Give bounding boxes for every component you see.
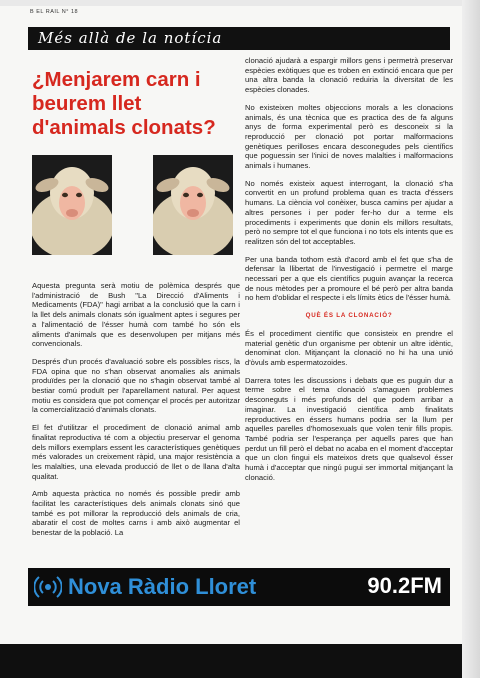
- paragraph: Aquesta pregunta serà motiu de polèmica després que l'administració de Bush "La Direcció d'Aliments i Medicaments (FDA)" hagi arribat a la conclusió que la carn i la llet dels animals clonats són igualment aptes i segures per a l'alimentació de l'ésser humà com també ho són els aliments d'animals que es desenvolupen per mitjans més convencionals.: [32, 281, 240, 349]
- paragraph: No existeixen moltes objeccions morals a les clonacions animals, és una tècnica que es practica des de fa alguns anys de forma experimental però es desconeix si la reproducció per clonació pot portar malformacions genètiques perilloses encara desconegudes pels científics que poguessin ser l'inici de noves malalties i malformacions animals i humanes.: [245, 102, 453, 171]
- paragraph: clonació ajudarà a espargir millors gens i permetrà preservar espècies exòtiques que es troben en extinció encara que per una altra banda la clonació reduiria la diversitat de les espècies clonades.: [245, 56, 453, 95]
- paragraph: Amb aquesta pràctica no només és possible predir amb facilitat les característiques dels animals clonats sinó que també es pot millorar la reproducció dels animals de cria, abaratir el cost de moltes carns i amb això augmentar el benestar de la població. La: [32, 489, 240, 538]
- left-column: [32, 281, 240, 546]
- section-banner: [28, 27, 450, 50]
- station-name: Nova Ràdio Lloret: [68, 574, 257, 599]
- sheep-photo-right: [153, 155, 233, 255]
- paragraph: És el procediment científic que consisteix en prendre el material genètic d'un organisme per obtenir un altre idèntic, denominat clon. Mitjançant la clonació no hi ha una unió d'òvuls amb espermatozoides.: [245, 328, 453, 367]
- station-frequency: 90.2FM: [367, 573, 442, 598]
- bottom-edge: [0, 644, 480, 678]
- page-edge: [462, 0, 480, 678]
- running-header: B EL RAIL N° 18: [30, 9, 79, 15]
- radio-advertisement[interactable]: [28, 568, 450, 606]
- right-column: [245, 56, 453, 490]
- paragraph: El fet d'utilitzar el procediment de clonació animal amb finalitat reproductiva té com a objectiu preservar el genoma dels millors exemplars essent les característiques genètiques més valorades un creixement ràpid, una major resistència a les malalties, una elevada producció de llet o de llana d'alta qualitat.: [32, 423, 240, 481]
- radio-waves-icon: [34, 574, 62, 600]
- paragraph: Darrera totes les discussions i debats que es puguin dur a terme sobre el tema clonació s'amaguen problemes desconeguts i més profunds del que podem arribar a imaginar. La investigació científica amb finalitats reproductives en éssers humans podria ser la llum per aquelles parelles d'homosexuals que volen tenir fills propis. També podria ser l'esperança per aquells pares que han perdut un fill però el debat no acaba en el moment d'acceptar que un clon fingui els mateixos drets que qualsevol ésser humà i d'acceptar que ningú pugui ser immortal mitjançant la clonació.: [245, 375, 453, 482]
- paragraph: Després d'un procés d'avaluació sobre els possibles riscs, la FDA opina que no s'han observat anomalies als animals produïdes per la clonació que no s'hagin observat també al bestiar comú produït per l'aparellament natural. Per aquest motiu es considera que pot començar el procés per autoritzar la comercialització d'animals clonats.: [32, 356, 240, 415]
- top-edge: [0, 0, 480, 6]
- paragraph: No només existeix aquest interrogant, la clonació s'ha convertit en un profund problema quan es tracta d'éssers humans. La ciència vol conèixer, busca camins per ajudar a altres persones i per poder fer-ho dur a terme els procediments i experiments que donin els millors resultats, però no sempre tot el que funciona i no tots els intents que es realitzen són del tot acceptables.: [245, 178, 453, 246]
- section-subheading: QUÈ ÉS LA CLONACIÓ?: [305, 312, 393, 320]
- section-title: Més allà de la notícia: [38, 29, 223, 47]
- sheep-photo-left: [32, 155, 112, 255]
- article-headline: ¿Menjarem carn i beurem llet d'animals clonats?: [32, 68, 216, 139]
- paragraph: Per una banda tothom està d'acord amb el fet que s'ha de defensar la llibertat de l'investigació i permetre el marge necessari per a que els científics puguin avançar la recerca de nous mètodes per a promoure el bé però per altra banda no hem d'oblidar el respecte i els límits ètics de l'ésser humà.: [245, 254, 453, 303]
